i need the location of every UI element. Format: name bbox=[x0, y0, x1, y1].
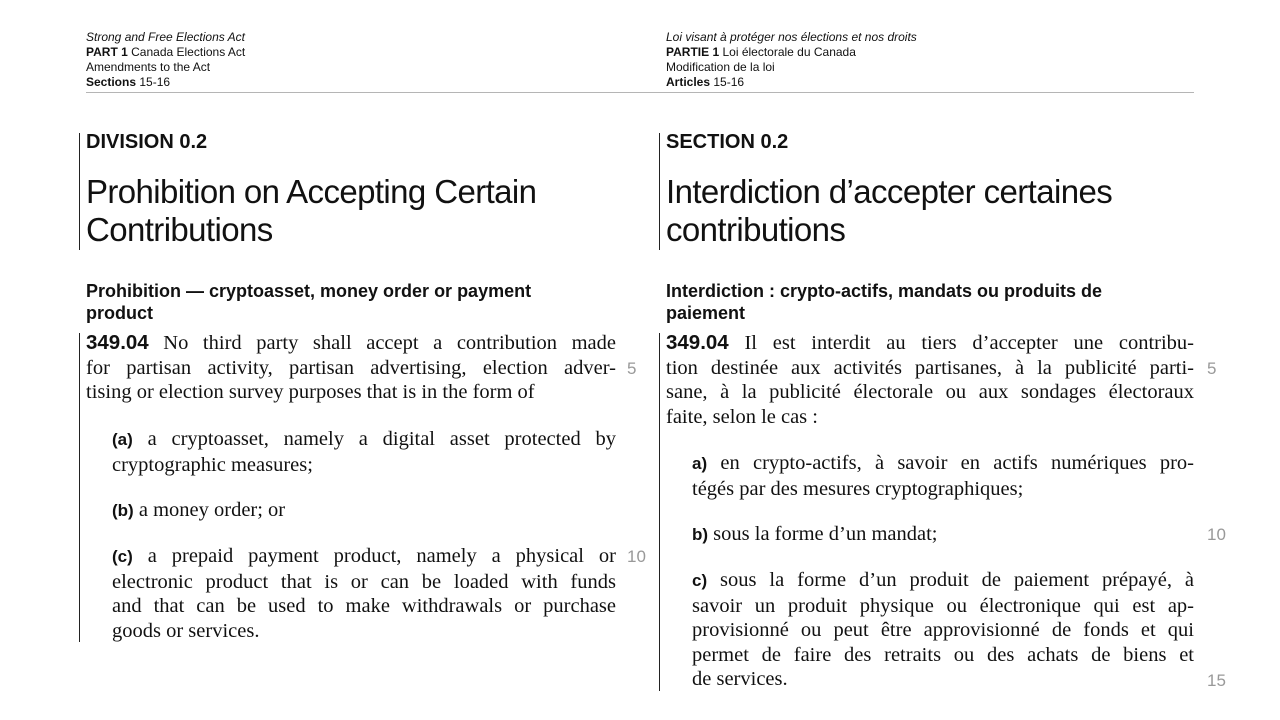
paragraph-label: (c) bbox=[112, 547, 133, 566]
paragraph-a bbox=[112, 427, 616, 477]
body-line: faite, selon le cas : bbox=[666, 405, 818, 428]
line-number: 5 bbox=[1207, 359, 1217, 378]
paragraph-label: a) bbox=[692, 454, 708, 473]
division-title bbox=[86, 173, 536, 249]
amendment-bar bbox=[79, 333, 80, 642]
body-line: tion destinée aux activités partisanes, à la publicité parti- bbox=[666, 356, 1194, 379]
part-name: Loi électorale du Canada bbox=[722, 45, 856, 59]
para-line: provisionné ou peut être approvisionné de fonds et qui bbox=[692, 619, 1194, 641]
body-line: sane, à la publicité électorale ou aux sondages électoraux bbox=[666, 381, 1194, 403]
part-label: PART 1 bbox=[86, 45, 128, 59]
section-body bbox=[86, 331, 616, 405]
division-title bbox=[666, 173, 1112, 249]
part-line bbox=[666, 45, 917, 60]
para-line bbox=[112, 498, 616, 524]
para-line: and that can be used to make withdrawals or purchase bbox=[112, 595, 616, 617]
section-body bbox=[666, 331, 1194, 429]
para-text: sous la forme d’un mandat; bbox=[713, 523, 938, 545]
para-line: electronic product that is or can be loaded with funds bbox=[112, 570, 616, 593]
header-subtitle: Modification de la loi bbox=[666, 60, 775, 74]
para-line: cryptographic measures; bbox=[112, 453, 313, 476]
section-number: 349.04 bbox=[666, 331, 729, 354]
header-subtitle: Amendments to the Act bbox=[86, 60, 211, 74]
part-line bbox=[86, 45, 245, 60]
paragraph-c bbox=[112, 544, 616, 643]
para-text: a money order; or bbox=[138, 499, 286, 521]
marginal-note-line: paiement bbox=[666, 303, 746, 323]
paragraph-label: c) bbox=[692, 571, 708, 590]
line-number: 5 bbox=[627, 359, 637, 378]
para-line bbox=[692, 522, 1194, 548]
line-number: 10 bbox=[1207, 525, 1226, 544]
para-text: en crypto-actifs, à savoir en actifs numériques pro- bbox=[720, 452, 1194, 474]
running-header-fr bbox=[666, 30, 917, 90]
act-title: Loi visant à protéger nos élections et nos droits bbox=[666, 30, 917, 44]
sections-label: Sections bbox=[86, 75, 137, 89]
sections-value: 15-16 bbox=[713, 75, 745, 89]
para-line bbox=[692, 451, 1194, 477]
para-line: goods or services. bbox=[112, 619, 260, 642]
division-title-line: Contributions bbox=[86, 211, 273, 248]
part-label: PARTIE 1 bbox=[666, 45, 720, 59]
body-line bbox=[86, 331, 616, 356]
marginal-note bbox=[86, 280, 616, 324]
para-line: permet de faire des retraits ou des achats de biens et bbox=[692, 643, 1194, 666]
body-line bbox=[666, 331, 1194, 356]
sections-label: Articles bbox=[666, 75, 711, 89]
para-line: de services. bbox=[692, 668, 788, 690]
para-line bbox=[112, 427, 616, 453]
running-header-en bbox=[86, 30, 245, 90]
marginal-note-line: Interdiction : crypto-actifs, mandats ou produits de bbox=[666, 281, 1103, 301]
body-text: No third party shall accept a contribution made bbox=[163, 332, 617, 354]
marginal-note bbox=[666, 280, 1196, 324]
sections-line bbox=[86, 75, 245, 90]
paragraph-label: (b) bbox=[112, 501, 134, 520]
paragraph-b bbox=[692, 522, 1194, 548]
amendment-bar bbox=[79, 133, 80, 250]
division-number: DIVISION 0.2 bbox=[86, 131, 208, 153]
sections-value: 15-16 bbox=[139, 75, 171, 89]
body-text: Il est interdit au tiers d’accepter une contribu- bbox=[744, 332, 1195, 354]
para-line: tégés par des mesures cryptographiques; bbox=[692, 477, 1024, 500]
para-line bbox=[692, 568, 1194, 594]
amendment-bar bbox=[659, 333, 660, 691]
para-line: savoir un produit physique ou électronique qui est ap- bbox=[692, 594, 1194, 617]
amendment-bar bbox=[659, 133, 660, 250]
body-line: tising or election survey purposes that is in the form of bbox=[86, 381, 535, 403]
act-title: Strong and Free Elections Act bbox=[86, 30, 245, 44]
division-number: SECTION 0.2 bbox=[666, 131, 789, 153]
paragraph-label: (a) bbox=[112, 430, 133, 449]
para-line bbox=[112, 544, 616, 570]
para-text: a cryptoasset, namely a digital asset protected by bbox=[147, 428, 616, 450]
division-title-line: Prohibition on Accepting Certain bbox=[86, 173, 537, 210]
part-name: Canada Elections Act bbox=[131, 45, 246, 59]
header-divider bbox=[86, 92, 1194, 93]
line-number: 15 bbox=[1207, 671, 1226, 690]
line-number: 10 bbox=[627, 547, 646, 566]
sections-line bbox=[666, 75, 917, 90]
division-title-line: contributions bbox=[666, 211, 846, 248]
paragraph-a bbox=[692, 451, 1194, 501]
para-text: a prepaid payment product, namely a physical or bbox=[147, 545, 616, 567]
paragraph-b bbox=[112, 498, 616, 524]
paragraph-label: b) bbox=[692, 525, 709, 544]
paragraph-c bbox=[692, 568, 1194, 692]
body-line: for partisan activity, partisan advertising, election adver- bbox=[86, 356, 616, 379]
para-text: sous la forme d’un produit de paiement prépayé, à bbox=[720, 569, 1194, 591]
division-title-line: Interdiction d’accepter certaines bbox=[666, 173, 1113, 210]
section-number: 349.04 bbox=[86, 331, 149, 354]
marginal-note-line: product bbox=[86, 303, 153, 323]
marginal-note-line: Prohibition — cryptoasset, money order or payment bbox=[86, 281, 532, 301]
